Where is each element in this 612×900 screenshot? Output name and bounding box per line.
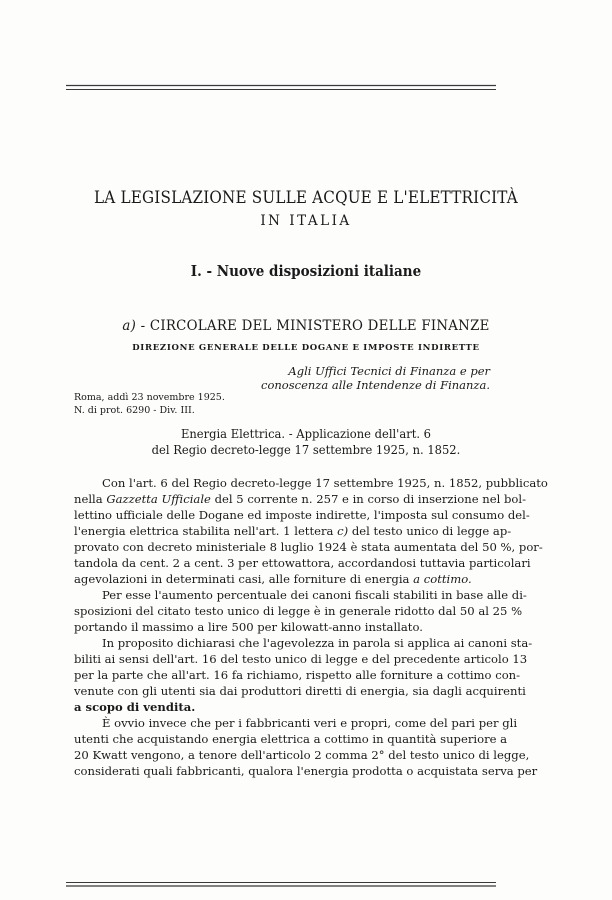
- subject-line-2: del Regio decreto-legge 17 settembre 1925, n. 1852.: [151, 443, 461, 457]
- circular-subtitle: DIREZIONE GENERALE DELLE DOGANE E IMPOSTE INDIRETTE: [132, 343, 480, 353]
- emphasis-text: a cottimo.: [413, 572, 472, 586]
- body-text: del 5 corrente n. 257 e in corso di inserzione nel bol-: [210, 492, 526, 506]
- body-text: agevolazioni in determinati casi, alle forniture di energia: [74, 572, 414, 586]
- body-line: considerati quali fabbricanti, qualora l'energia prodotta o acquistata serva per: [74, 764, 538, 778]
- addressee-line-2: conoscenza alle Intendenze di Finanza.: [261, 378, 490, 392]
- bottom-double-rule: [66, 881, 496, 889]
- subject-line-1: Energia Elettrica. - Applicazione dell'art. 6: [180, 427, 432, 441]
- body-text: nella: [74, 492, 107, 506]
- body-line: lettino ufficiale delle Dogane ed imposte indirette, l'imposta sul consumo del-: [74, 508, 530, 522]
- body-line: utenti che acquistando energia elettrica a cottimo in quantità superiore a: [74, 732, 508, 746]
- body-line: sposizioni del citato testo unico di legge è in generale ridotto dal 50 al 25 %: [74, 604, 523, 618]
- top-double-rule: [66, 84, 496, 92]
- body-line: venute con gli utenti sia dai produttori diretti di energia, sia dagli acquirenti: [74, 684, 526, 698]
- body-line: biliti ai sensi dell'art. 16 del testo unico di legge e del precedente articolo 13: [74, 652, 528, 666]
- section-heading: I. - Nuove disposizioni italiane: [190, 263, 422, 280]
- protocol-line: N. di prot. 6290 - Div. III.: [74, 405, 195, 416]
- body-line: [74, 523, 512, 539]
- circular-title: - CIRCOLARE DEL MINISTERO DELLE FINANZE: [136, 318, 490, 334]
- circular-letter: a): [122, 318, 137, 334]
- addressee-line-1: Agli Uffici Tecnici di Finanza e per: [288, 364, 490, 378]
- article-title: LA LEGISLAZIONE SULLE ACQUE E L'ELETTRICITÀ: [94, 188, 518, 207]
- gazette-title: Gazzetta Ufficiale: [106, 492, 211, 506]
- body-line: 20 Kwatt vengono, a tenore dell'articolo 2 comma 2° del testo unico di legge,: [74, 748, 530, 762]
- letter-ref: c): [337, 524, 349, 538]
- body-line: In proposito dichiarasi che l'agevolezza in parola si applica ai canoni sta-: [102, 636, 533, 650]
- body-line: provato con decreto ministeriale 8 luglio 1924 è stata aumentata del 50 %, por-: [74, 540, 543, 554]
- body-line: a scopo di vendita.: [74, 700, 196, 714]
- body-line: [74, 571, 488, 587]
- date-line: Roma, addì 23 novembre 1925.: [74, 392, 225, 403]
- circular-heading: [15, 318, 596, 334]
- body-line: portando il massimo a lire 500 per kilowatt-anno installato.: [74, 620, 423, 634]
- body-line: Con l'art. 6 del Regio decreto-legge 17 settembre 1925, n. 1852, pubblicato: [102, 476, 548, 490]
- body-line: È ovvio invece che per i fabbricanti veri e propri, come del pari per gli: [102, 716, 518, 730]
- body-text: del testo unico di legge ap-: [348, 524, 512, 538]
- article-subtitle: IN ITALIA: [260, 213, 352, 229]
- body-line: per la parte che all'art. 16 fa richiamo, rispetto alle forniture a cottimo con-: [74, 668, 521, 682]
- body-text: l'energia elettrica stabilita nell'art. 1 lettera: [74, 524, 338, 538]
- body-line: tandola da cent. 2 a cent. 3 per ettowattora, accordandosi tuttavia particolari: [74, 556, 531, 570]
- body-line: [74, 491, 526, 507]
- body-line: Per esse l'aumento percentuale dei canoni fiscali stabiliti in base alle di-: [102, 588, 527, 602]
